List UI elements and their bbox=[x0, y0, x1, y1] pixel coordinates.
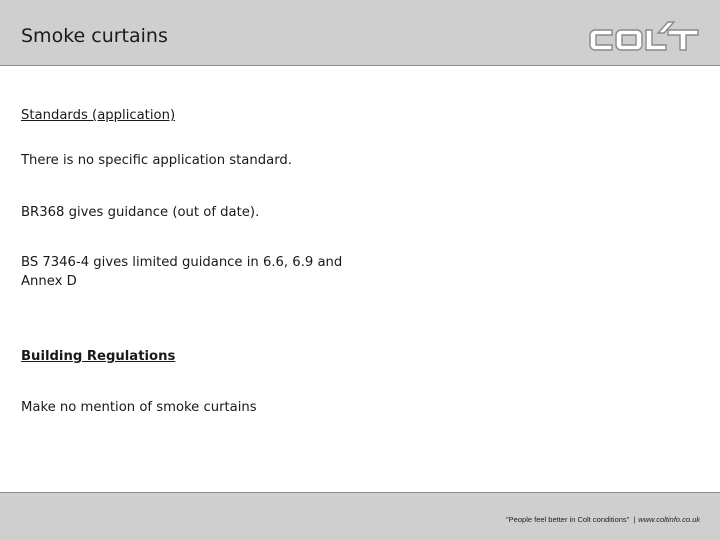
colt-logo bbox=[586, 18, 702, 56]
paragraph-bs7346-line2: Annex D bbox=[21, 274, 77, 289]
footer-tagline: "People feel better in Colt conditions" bbox=[506, 515, 630, 524]
paragraph-br368: BR368 gives guidance (out of date). bbox=[21, 205, 260, 220]
footer-url[interactable]: www.coltinfo.co.uk bbox=[638, 515, 700, 524]
paragraph-no-mention: Make no mention of smoke curtains bbox=[21, 400, 257, 415]
footer-separator: | bbox=[633, 515, 636, 524]
footer-bar bbox=[0, 492, 720, 540]
footer-text bbox=[506, 515, 700, 525]
header-bar bbox=[0, 0, 720, 66]
paragraph-no-standard: There is no specific application standard. bbox=[21, 153, 292, 168]
paragraph-bs7346-line1: BS 7346-4 gives limited guidance in 6.6, 6.9 and bbox=[21, 255, 343, 270]
heading-standards: Standards (application) bbox=[21, 108, 176, 123]
heading-building-regulations: Building Regulations bbox=[21, 349, 176, 364]
slide-title: Smoke curtains bbox=[21, 25, 168, 47]
